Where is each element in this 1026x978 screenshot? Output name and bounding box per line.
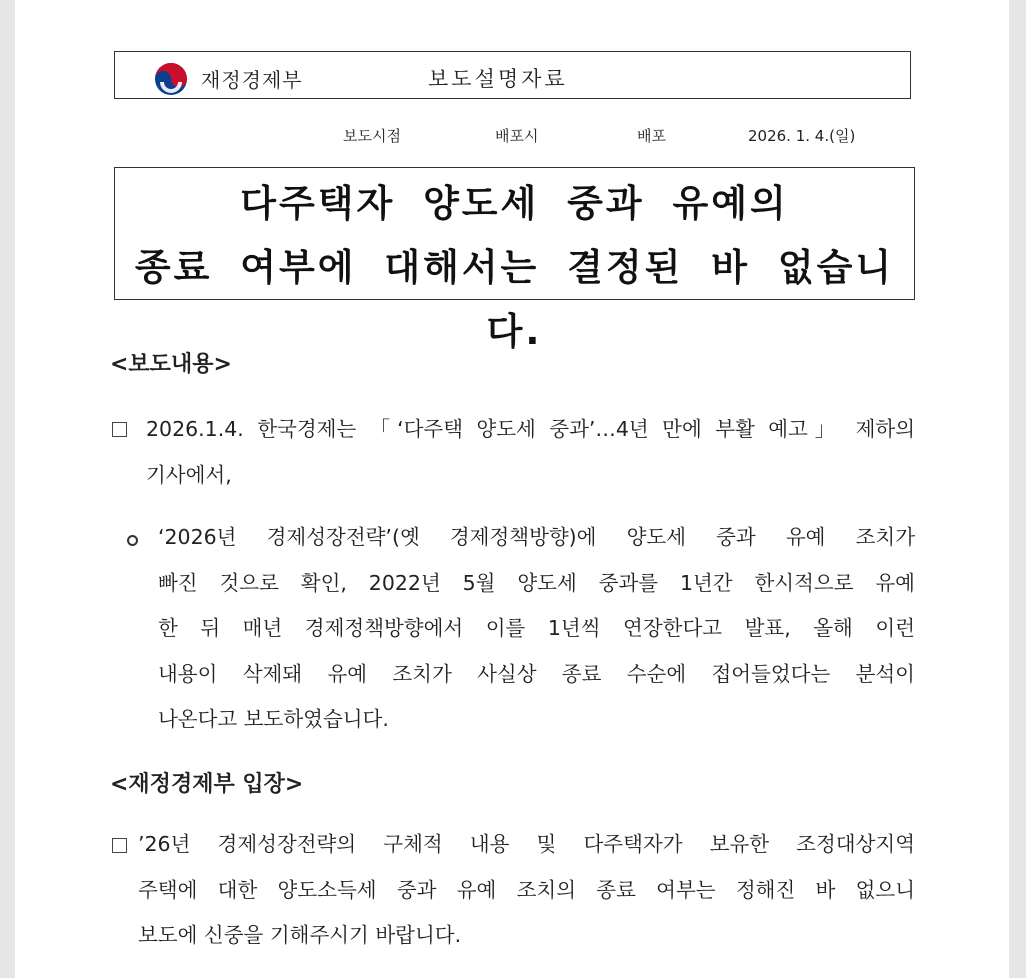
checkbox-bullet-icon xyxy=(112,422,127,437)
circle-bullet-icon xyxy=(127,535,138,546)
position-paragraph xyxy=(138,822,915,959)
report-paragraph-2 xyxy=(158,515,915,743)
title-line-1: 다주택자 양도세 중과 유예의 xyxy=(240,182,789,225)
release-distribution: 배포시 xyxy=(495,127,539,145)
report-section-heading: <보도내용> xyxy=(110,352,232,377)
document-header xyxy=(114,51,911,99)
checkbox-bullet-icon xyxy=(112,838,127,853)
doc-type: 보도설명자료 xyxy=(428,67,568,91)
position-section-heading: <재정경제부 입장> xyxy=(110,772,304,797)
report-para2-line1: ‘2026년 경제성장전략’(옛 경제정책방향)에 양도세 중과 유예 조치가 xyxy=(158,525,915,549)
title-line-2: 종료 여부에 대해서는 결정된 바 없습니다. xyxy=(134,246,895,353)
position-para-line3: 보도에 신중을 기해주시기 바랍니다. xyxy=(138,923,462,947)
release-distribution-2: 배포 xyxy=(637,127,666,145)
position-para-line2: 주택에 대한 양도소득세 중과 유예 조치의 종료 여부는 정해진 바 없으니 xyxy=(138,877,915,902)
position-para-line1: ’26년 경제성장전략의 구체적 내용 및 다주택자가 보유한 조정대상지역 xyxy=(138,832,915,856)
document-page xyxy=(15,0,1009,978)
org-name: 재정경제부 xyxy=(201,68,303,92)
release-date: 2026. 1. 4.(일) xyxy=(748,127,856,145)
report-paragraph-1 xyxy=(146,407,915,498)
title-box xyxy=(114,167,915,353)
report-para2-line2: 빠진 것으로 확인, 2022년 5월 양도세 중과를 1년간 한시적으로 유예 xyxy=(158,570,915,595)
report-para2-line3: 한 뒤 매년 경제정책방향에서 이를 1년씩 연장한다고 발표, 올해 이런 xyxy=(158,616,915,640)
taegeuk-logo-icon xyxy=(153,61,189,97)
report-para2-line4: 내용이 삭제돼 유예 조치가 사실상 종료 수순에 접어들었다는 분석이 xyxy=(158,661,915,686)
report-para2-line5: 나온다고 보도하였습니다. xyxy=(158,707,389,731)
release-time-label: 보도시점 xyxy=(343,127,401,145)
report-para1-line2: 기사에서, xyxy=(146,462,232,487)
report-para1-line1: 2026.1.4. 한국경제는 「‘다주택 양도세 중과’…4년 만에 부활 예고」 제하의 xyxy=(146,417,915,441)
